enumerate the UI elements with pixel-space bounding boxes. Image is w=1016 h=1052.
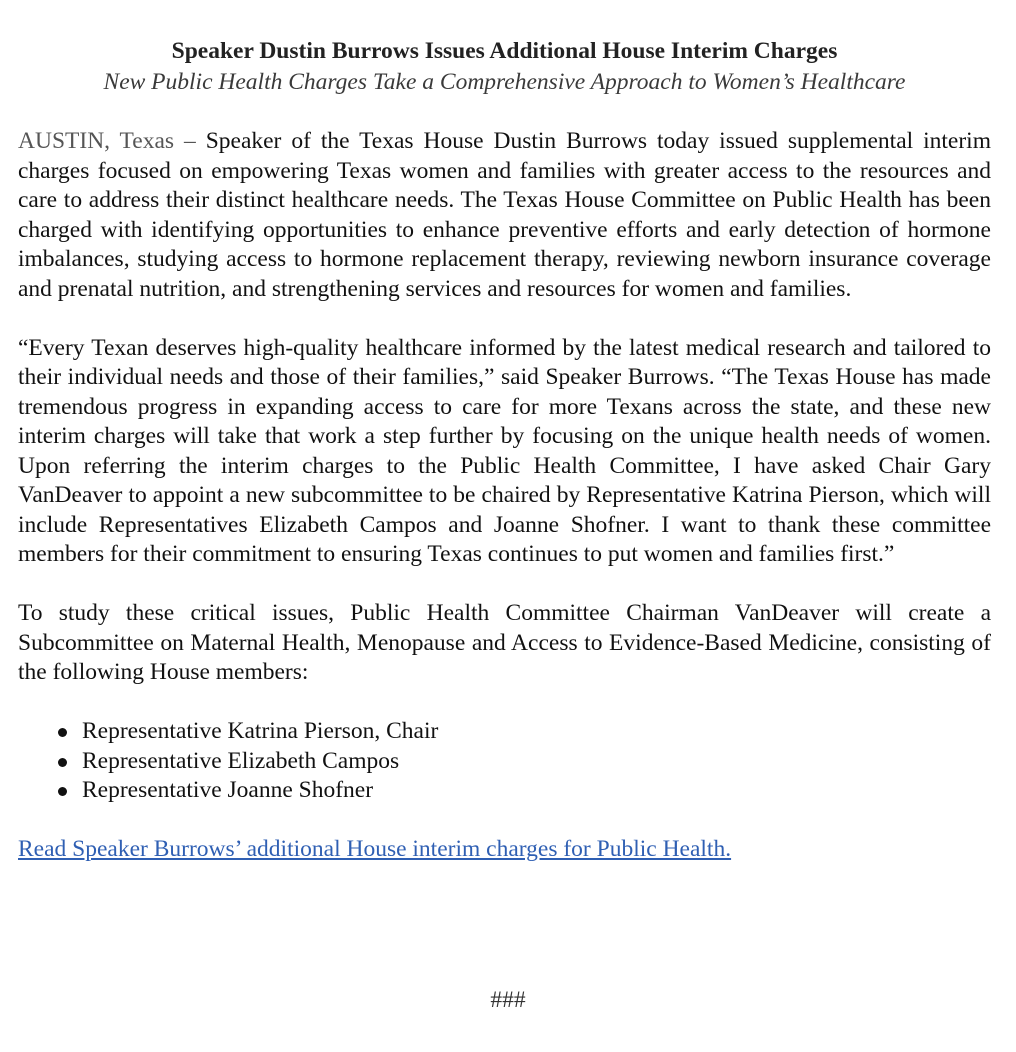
paragraph-intro [18, 127, 991, 304]
interim-charges-link[interactable]: Read Speaker Burrows’ additional House interim charges for Public Health. [18, 836, 732, 862]
dateline: AUSTIN, Texas – [18, 128, 196, 154]
member-name: Representative Elizabeth Campos [82, 747, 400, 774]
bullet-icon [58, 758, 67, 767]
release-subtitle: New Public Health Charges Take a Comprehensive Approach to Women’s Healthcare [103, 69, 906, 95]
list-item [82, 717, 991, 747]
press-release [18, 36, 991, 865]
list-item [82, 747, 991, 777]
bullet-icon [58, 728, 67, 737]
release-title: Speaker Dustin Burrows Issues Additional House Interim Charges [171, 38, 838, 64]
member-name: Representative Katrina Pierson, Chair [82, 718, 439, 744]
member-list [18, 717, 991, 806]
member-name: Representative Joanne Shofner [82, 777, 374, 803]
bullet-icon [58, 787, 67, 796]
paragraph-subcommittee: To study these critical issues, Public Health Committee Chairman VanDeaver will create a Subcommittee on Maternal Health, Menopause and Access to Evidence-Based Medicine, consisting of the following House members: [18, 600, 991, 685]
end-mark: ### [490, 987, 526, 1013]
list-item [82, 776, 991, 806]
paragraph-intro-text: Speaker of the Texas House Dustin Burrows today issued supplemental interim charges focused on empowering Texas women and families with greater access to the resources and care to address their distinct healthcare needs. The Texas House Committee on Public Health has been charged with identifying opportunities to enhance preventive efforts and early detection of hormone imbalances, studying access to hormone replacement therapy, reviewing newborn insurance coverage and prenatal nutrition, and strengthening services and resources for women and families. [18, 128, 991, 302]
paragraph-quote: “Every Texan deserves high-quality healthcare informed by the latest medical research and tailored to their individual needs and those of their families,” said Speaker Burrows. “The Texas House has made tremendous progress in expanding access to care for more Texans across the state, and these new interim charges will take that work a step further by focusing on the unique health needs of women. Upon referring the interim charges to the Public Health Committee, I have asked Chair Gary VanDeaver to appoint a new subcommittee to be chaired by Representative Katrina Pierson, which will include Representatives Elizabeth Campos and Joanne Shofner. I want to thank these committee members for their commitment to ensuring Texas continues to put women and families first.” [18, 334, 991, 567]
